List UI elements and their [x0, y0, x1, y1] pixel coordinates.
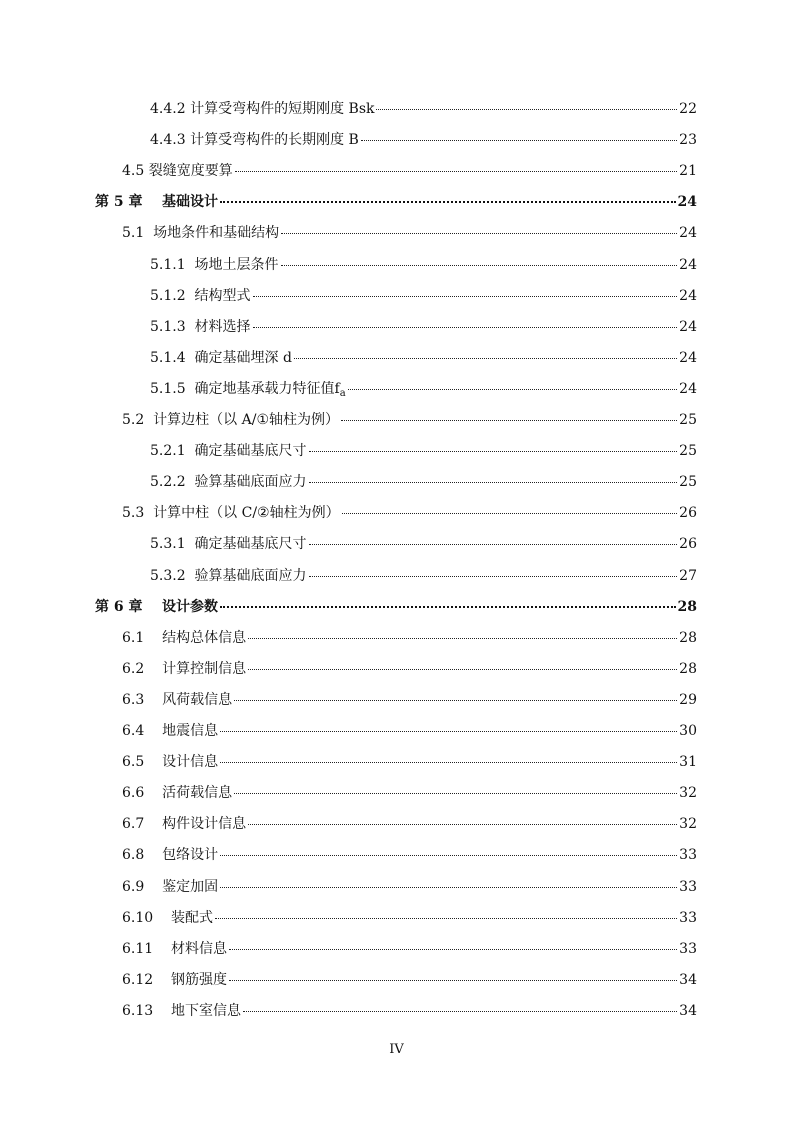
- toc-entry-title: 鉴定加固: [162, 878, 219, 895]
- toc-entry[interactable]: [150, 286, 697, 306]
- toc-dot-leader: [215, 918, 677, 919]
- toc-entry-page: 27: [679, 567, 697, 584]
- toc-entry-page: 24: [679, 349, 697, 366]
- toc-entry-page: 33: [679, 909, 697, 926]
- toc-dot-leader: [376, 109, 677, 110]
- toc-entry-number: 6.4: [122, 723, 163, 739]
- toc-entry-title: 场地条件和基础结构: [153, 225, 280, 242]
- toc-dot-leader: [294, 358, 677, 359]
- toc-entry-page: 34: [679, 1002, 697, 1019]
- toc-entry[interactable]: [150, 534, 697, 554]
- toc-entry[interactable]: [150, 566, 697, 586]
- toc-entry-number: 5.1.4: [150, 349, 195, 366]
- toc-entry-title: 材料选择: [194, 318, 251, 335]
- toc-entry-title: 结构总体信息: [162, 629, 247, 646]
- toc-entry[interactable]: [122, 908, 697, 928]
- toc-entry-title: 计算受弯构件的长期刚度 B: [190, 132, 359, 149]
- toc-dot-leader: [309, 576, 678, 577]
- toc-entry-page: 24: [677, 194, 697, 211]
- toc-entry[interactable]: [150, 379, 697, 399]
- toc-entry-number: 6.8: [122, 847, 163, 864]
- toc-entry-number: 5.2: [122, 412, 154, 428]
- toc-dot-leader: [342, 513, 678, 514]
- toc-entry-title: 装配式: [170, 909, 213, 926]
- toc-entry-page: 22: [679, 101, 697, 117]
- toc-entry[interactable]: [122, 970, 697, 990]
- toc-dot-leader: [348, 389, 677, 390]
- toc-dot-leader: [220, 731, 677, 732]
- toc-entry[interactable]: [122, 628, 697, 648]
- toc-dot-leader: [248, 824, 677, 825]
- toc-dot-leader: [220, 855, 677, 856]
- toc-entry-page: 25: [679, 474, 697, 491]
- page-number: IV: [389, 1042, 404, 1057]
- toc-entry-title: 钢筋强度: [170, 971, 227, 988]
- toc-dot-leader: [248, 669, 677, 670]
- toc-dot-leader: [309, 451, 678, 452]
- toc-dot-leader: [361, 140, 677, 141]
- toc-dot-leader: [220, 887, 677, 888]
- toc-entry[interactable]: [122, 877, 697, 897]
- toc-entry-title: 活荷载信息: [162, 785, 233, 802]
- toc-entry-number: 6.10: [122, 909, 171, 926]
- toc-entry[interactable]: [122, 939, 697, 959]
- toc-entry-page: 34: [679, 971, 697, 988]
- toc-entry-number: 6.12: [122, 971, 171, 988]
- toc-entry-number: 5.2.2: [150, 474, 195, 491]
- toc-entry[interactable]: [122, 783, 697, 803]
- toc-entry-title: 设计参数: [162, 598, 218, 615]
- toc-entry-number: 5.1.3: [150, 318, 195, 335]
- toc-dot-leader: [248, 638, 677, 639]
- toc-entry[interactable]: [150, 99, 697, 119]
- toc-entry-number: 5.3: [122, 505, 154, 522]
- toc-entry-title: 验算基础底面应力: [194, 474, 307, 491]
- toc-entry[interactable]: [150, 130, 697, 150]
- toc-entry-number: 6.2: [122, 660, 163, 677]
- toc-entry-title: 计算边柱（以 A/①轴柱为例）: [153, 412, 339, 428]
- toc-entry[interactable]: [122, 814, 697, 834]
- toc-entry[interactable]: [122, 503, 697, 523]
- toc-entry-title: 验算基础底面应力: [194, 567, 307, 584]
- toc-entry[interactable]: [122, 659, 697, 679]
- toc-entry-number: 5.3.1: [150, 536, 195, 553]
- toc-entry-number: 第 6 章: [95, 598, 162, 615]
- toc-dot-leader: [234, 700, 677, 701]
- toc-dot-leader: [309, 544, 678, 545]
- toc-dot-leader: [234, 793, 677, 794]
- toc-entry-page: 21: [679, 163, 697, 180]
- toc-entry-page: 25: [679, 412, 697, 428]
- toc-entry[interactable]: [122, 223, 697, 243]
- toc-entry-number: 5.1.2: [150, 287, 195, 304]
- toc-entry-title: 结构型式: [194, 287, 251, 304]
- toc-entry-number: 4.4.3: [150, 132, 191, 149]
- toc-dot-leader: [253, 327, 678, 328]
- toc-entry[interactable]: [150, 317, 697, 337]
- toc-entry[interactable]: [150, 255, 697, 275]
- toc-dot-leader: [281, 233, 677, 234]
- toc-entry-number: 6.5: [122, 754, 163, 771]
- toc-entry-number: 6.3: [122, 691, 163, 708]
- toc-entry[interactable]: [122, 161, 697, 181]
- toc-chapter-entry[interactable]: [95, 597, 697, 617]
- toc-entry-page: 24: [679, 225, 697, 242]
- toc-entry-page: 31: [679, 754, 697, 771]
- toc-entry-number: 6.6: [122, 785, 163, 802]
- toc-entry-title: 裂缝宽度要算: [148, 163, 233, 180]
- toc-entry-page: 24: [679, 318, 697, 335]
- toc-entry-title: 包络设计: [162, 847, 219, 864]
- toc-entry-page: 24: [679, 380, 697, 397]
- toc-dot-leader: [220, 762, 677, 763]
- toc-entry-page: 26: [679, 536, 697, 553]
- toc-dot-leader: [341, 420, 677, 421]
- toc-entry[interactable]: [122, 1001, 697, 1021]
- toc-entry-number: 5.3.2: [150, 567, 195, 584]
- toc-entry-title: 基础设计: [162, 194, 218, 211]
- toc-entry-title: 场地土层条件: [194, 256, 279, 273]
- toc-entry-title: 设计信息: [162, 754, 219, 771]
- toc-entry-title: 确定地基承载力特征值$f_a$: [194, 380, 346, 399]
- toc-entry-page: 33: [679, 878, 697, 895]
- toc-entry[interactable]: [122, 410, 697, 430]
- toc-entry[interactable]: [122, 690, 697, 710]
- toc-dot-leader: [229, 949, 677, 950]
- toc-entry-page: 28: [679, 629, 697, 646]
- toc-entry-number: 6.13: [122, 1002, 171, 1019]
- toc-entry-page: 25: [679, 443, 697, 460]
- toc-entry-page: 30: [679, 723, 697, 739]
- toc-entry-title: 风荷载信息: [162, 691, 233, 708]
- toc-entry-page: 28: [679, 660, 697, 677]
- toc-entry-title: 地震信息: [162, 723, 219, 739]
- toc-entry[interactable]: [150, 348, 697, 368]
- toc-entry-number: 5.1: [122, 225, 154, 242]
- toc-entry-number: 6.11: [122, 940, 171, 957]
- toc-entry-page: 33: [679, 847, 697, 864]
- toc-entry-title: 地下室信息: [170, 1002, 241, 1019]
- toc-dot-leader: [243, 1011, 677, 1012]
- toc-entry-number: 6.7: [122, 816, 163, 833]
- toc-entry-title-subscript: a: [339, 387, 346, 399]
- toc-entry-number: 第 5 章: [95, 194, 162, 211]
- toc-entry-page: 24: [679, 256, 697, 273]
- toc-dot-leader: [229, 980, 677, 981]
- toc-dot-leader: [220, 201, 676, 203]
- toc-dot-leader: [220, 606, 676, 608]
- toc-entry-page: 24: [679, 287, 697, 304]
- toc-entry-title: 材料信息: [170, 940, 227, 957]
- toc-entry-number: 4.4.2: [150, 101, 191, 117]
- toc-entry-title: 计算控制信息: [162, 660, 247, 677]
- toc-entry-number: 4.5: [122, 163, 149, 180]
- toc-entry[interactable]: [150, 472, 697, 492]
- toc-entry-number: 5.1.1: [150, 256, 195, 273]
- toc-entry-page: 29: [679, 691, 697, 708]
- toc-entry-page: 32: [679, 785, 697, 802]
- toc-dot-leader: [235, 171, 677, 172]
- toc-entry-title: 确定基础埋深 d: [194, 349, 292, 366]
- toc-entry-title: 计算受弯构件的短期刚度 Bsk: [190, 101, 375, 117]
- toc-entry-page: 32: [679, 816, 697, 833]
- toc-entry-page: 26: [679, 505, 697, 522]
- toc-entry-title: 计算中柱（以 C/②轴柱为例）: [153, 505, 340, 522]
- toc-entry-title: 确定基础基底尺寸: [194, 443, 307, 460]
- toc-chapter-entry[interactable]: [95, 192, 697, 212]
- toc-entry-title: 构件设计信息: [162, 816, 247, 833]
- toc-entry-number: 6.9: [122, 878, 163, 895]
- toc-entry[interactable]: [122, 752, 697, 772]
- toc-entry-number: 5.2.1: [150, 443, 195, 460]
- toc-entry-page: 23: [679, 132, 697, 149]
- toc-dot-leader: [309, 482, 678, 483]
- toc-entry[interactable]: [122, 845, 697, 865]
- toc-entry[interactable]: [150, 441, 697, 461]
- toc-entry-title: 确定基础基底尺寸: [194, 536, 307, 553]
- toc-entry-number: 6.1: [122, 629, 163, 646]
- toc-entry-page: 28: [677, 598, 697, 615]
- toc-dot-leader: [281, 265, 678, 266]
- toc-entry-page: 33: [679, 940, 697, 957]
- toc-entry[interactable]: [122, 721, 697, 741]
- toc-dot-leader: [253, 296, 678, 297]
- toc-entry-number: 5.1.5: [150, 380, 195, 397]
